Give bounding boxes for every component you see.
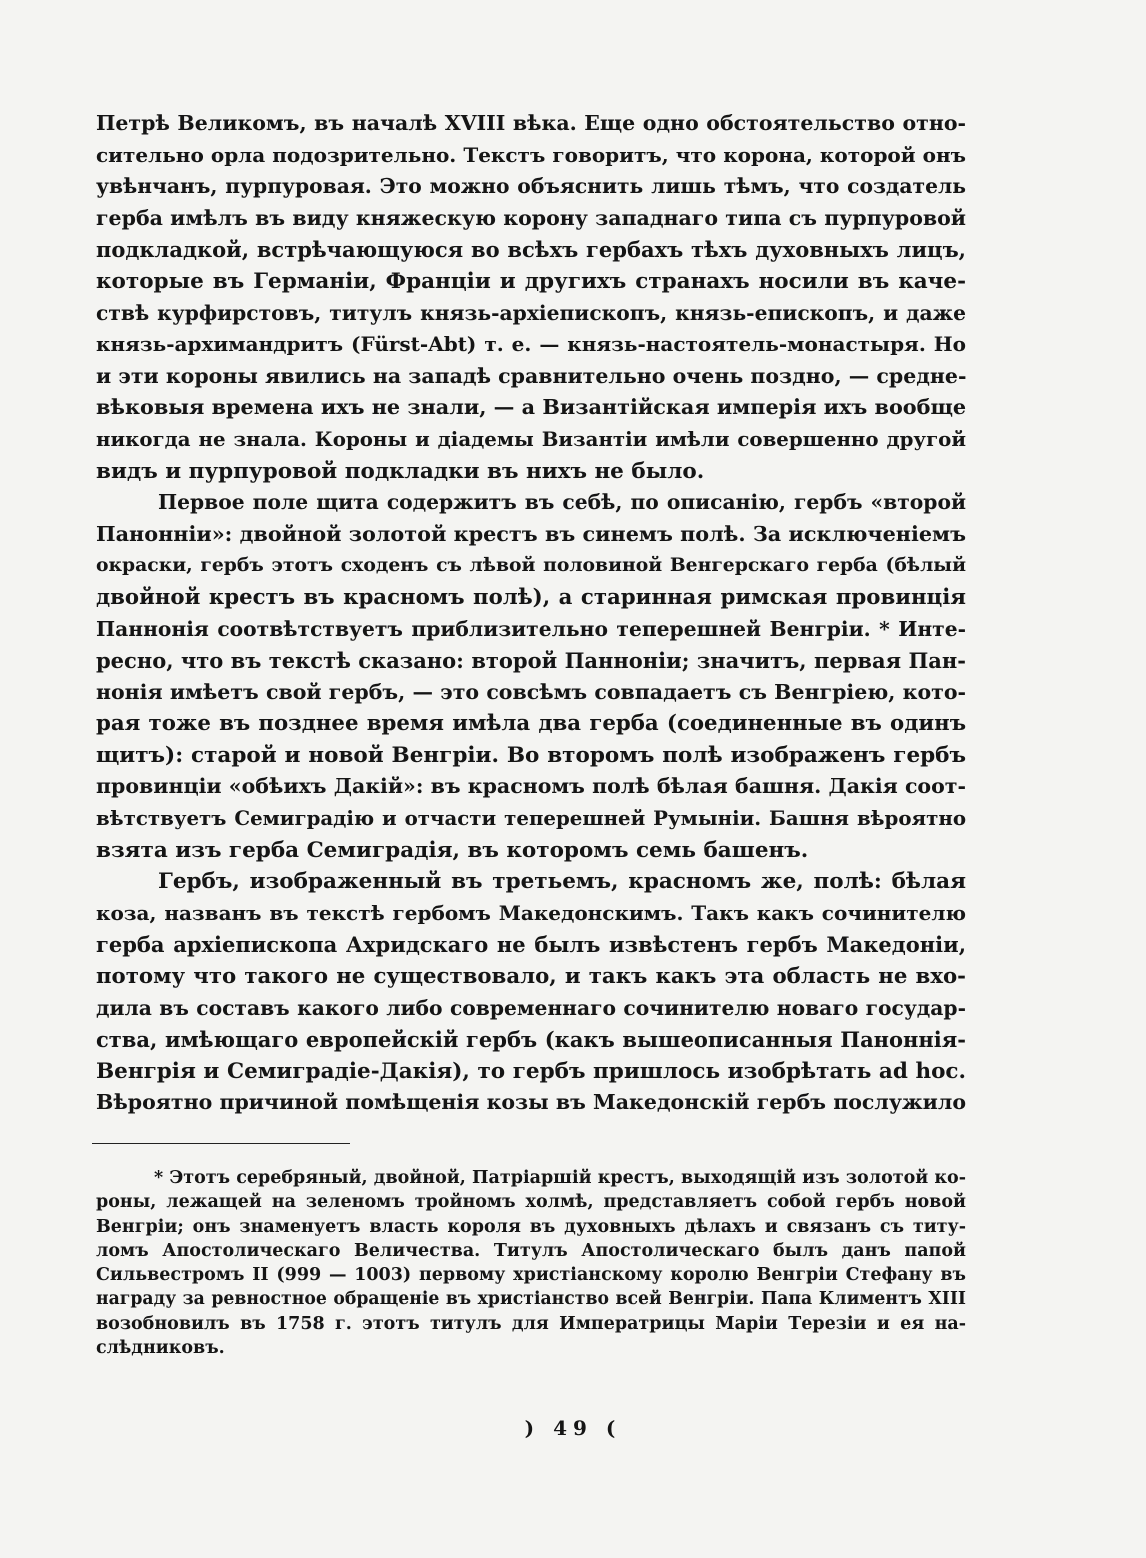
footnote-line: * Этотъ серебряный, двойной, Патріаршій крестъ, выходящій изъ золотой ко- xyxy=(154,1168,966,1188)
text-line: Гербъ, изображенный въ третьемъ, красномъ же, полѣ: бѣлая xyxy=(158,869,966,895)
text-line: и эти короны явились на западѣ сравнительно очень поздно, — средне- xyxy=(96,363,967,388)
text-line: ства, имѣющаго европейскій гербъ (какъ вышеописанныя Паноннія- xyxy=(96,1027,966,1053)
text-line: ресно, что въ текстѣ сказано: второй Панноніи; значитъ, первая Пан- xyxy=(96,648,966,674)
text-line: никогда не знала. Короны и діадемы Византіи имѣли совершенно другой xyxy=(96,426,966,451)
text-line: двойной крестъ въ красномъ полѣ), а старинная римская провинція xyxy=(96,584,966,610)
text-line: окраски, гербъ этотъ сходенъ съ лѣвой половиной Венгерскаго герба (бѣлый xyxy=(96,554,966,577)
text-line: подкладкой, встрѣчающуюся во всѣхъ гербахъ тѣхъ духовныхъ лицъ, xyxy=(96,237,966,263)
text-line: Паннонія соотвѣтствуетъ приблизительно теперешней Венгріи. * Инте- xyxy=(96,616,966,641)
text-line: рая тоже въ позднее время имѣла два герба (соединенные въ одинъ xyxy=(96,711,966,737)
footnote-line: слѣдниковъ. xyxy=(96,1338,225,1359)
text-line: коза, названъ въ текстѣ гербомъ Македонскимъ. Такъ какъ сочинителю xyxy=(96,900,966,925)
text-line: щитъ): старой и новой Венгріи. Во второмъ полѣ изображенъ гербъ xyxy=(96,742,966,768)
footnote-line: Сильвестромъ II (999 — 1003) первому христіанскому королю Венгріи Стефану въ xyxy=(96,1265,966,1286)
page-number: ) 49 ( xyxy=(524,1416,622,1440)
text-line: увѣнчанъ, пурпуровая. Это можно объяснить лишь тѣмъ, что создатель xyxy=(96,174,966,199)
text-line: сительно орла подозрительно. Текстъ говоритъ, что корона, которой онъ xyxy=(96,142,966,167)
footnote-line: награду за ревностное обращеніе въ христіанство всей Венгріи. Папа Климентъ XIII xyxy=(96,1289,966,1310)
text-line: ствѣ курфирстовъ, титулъ князь-архіепископъ, князь-епископъ, и даже xyxy=(96,300,966,325)
text-line: взята изъ герба Семиградія, въ которомъ семь башенъ. xyxy=(96,837,809,863)
text-line: вѣковыя времена ихъ не знали, — а Византійская имперія ихъ вообще xyxy=(96,395,967,420)
text-line: дила въ составъ какого либо современнаго сочинителю новаго государ- xyxy=(96,995,966,1020)
text-line: нонія имѣетъ свой гербъ, — это совсѣмъ совпадаетъ съ Венгріею, кото- xyxy=(96,679,966,704)
footnote-text xyxy=(96,1166,966,1360)
main-text xyxy=(96,108,966,1119)
footnote-line: роны, лежащей на зеленомъ тройномъ холмѣ, представляетъ собой гербъ новой xyxy=(96,1192,966,1213)
footnote-line: Венгріи; онъ знаменуетъ власть короля въ духовныхъ дѣлахъ и связанъ съ титу- xyxy=(96,1216,966,1237)
text-line: провинціи «обѣихъ Дакій»: въ красномъ полѣ бѣлая башня. Дакія соот- xyxy=(96,774,966,799)
text-line: которые въ Германіи, Франціи и другихъ странахъ носили въ каче- xyxy=(96,268,966,294)
text-line: князь-архимандритъ (Fürst-Abt) т. е. — князь-настоятель-монастыря. Но xyxy=(96,332,966,357)
footnote-divider xyxy=(92,1143,350,1144)
text-line: герба архіепископа Ахридскаго не былъ извѣстенъ гербъ Македоніи, xyxy=(96,932,966,958)
text-line: Вѣроятно причиной помѣщенія козы въ Македонскій гербъ послужило xyxy=(96,1090,966,1115)
text-line: Петрѣ Великомъ, въ началѣ XVIII вѣка. Еще одно обстоятельство отно- xyxy=(96,111,966,135)
text-line: потому что такого не существовало, и такъ какъ эта область не вхо- xyxy=(96,964,966,990)
footnote-line: возобновилъ въ 1758 г. этотъ титулъ для Императрицы Маріи Терезіи и ея на- xyxy=(96,1313,966,1334)
text-line: Первое поле щита содержитъ въ себѣ, по описанію, гербъ «второй xyxy=(158,490,966,515)
text-line: герба имѣлъ въ виду княжескую корону западнаго типа съ пурпуровой xyxy=(96,205,966,230)
text-line: Панонніи»: двойной золотой крестъ въ синемъ полѣ. За исключеніемъ xyxy=(96,521,966,546)
text-line: видъ и пурпуровой подкладки въ нихъ не было. xyxy=(96,458,705,484)
text-line: Венгрія и Семиградіе-Дакія), то гербъ пришлось изобрѣтать ad hoc. xyxy=(96,1058,966,1084)
footnote-line: ломъ Апостолическаго Величества. Титулъ Апостолическаго былъ данъ папой xyxy=(96,1240,966,1261)
text-line: вѣтствуетъ Семиградію и отчасти теперешней Румыніи. Башня вѣроятно xyxy=(96,806,966,831)
